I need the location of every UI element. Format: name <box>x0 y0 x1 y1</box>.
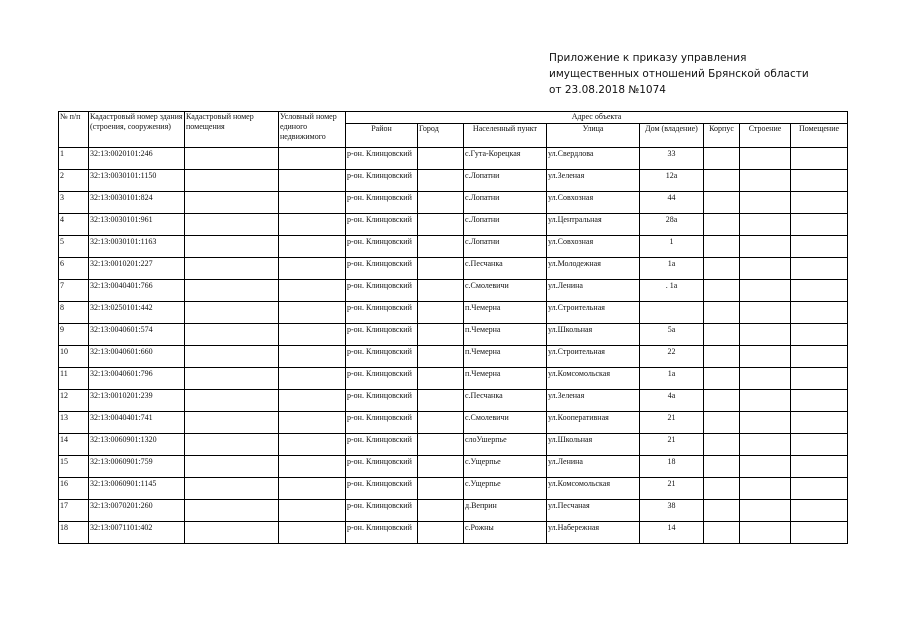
cell-building <box>740 302 791 324</box>
cell-row-number: 13 <box>59 412 89 434</box>
cell-korpus <box>704 280 740 302</box>
cell-cadastral-number: 32:13:0060901:1320 <box>89 434 185 456</box>
cell-korpus <box>704 390 740 412</box>
cell-conditional-number <box>279 456 346 478</box>
cell-house-number: 1 <box>640 236 704 258</box>
cell-city <box>418 522 464 544</box>
cell-korpus <box>704 346 740 368</box>
cell-street: ул.Ленина <box>547 456 640 478</box>
cell-district: р-он. Клинцовский <box>346 368 418 390</box>
table-row <box>59 346 848 368</box>
table-row <box>59 500 848 522</box>
cell-room <box>791 522 848 544</box>
cell-cadastral-number: 32:13:0040601:660 <box>89 346 185 368</box>
cell-settlement: п.Чемерна <box>464 346 547 368</box>
cell-cadastral-number: 32:13:0060901:1145 <box>89 478 185 500</box>
cell-room-cadastral-number <box>185 258 279 280</box>
cell-cadastral-number: 32:13:0040401:741 <box>89 412 185 434</box>
cell-row-number: 8 <box>59 302 89 324</box>
cell-house-number: 14 <box>640 522 704 544</box>
cell-conditional-number <box>279 434 346 456</box>
cell-district: р-он. Клинцовский <box>346 500 418 522</box>
cell-district: р-он. Клинцовский <box>346 434 418 456</box>
cell-room-cadastral-number <box>185 412 279 434</box>
cell-room <box>791 346 848 368</box>
col-header-address: Адрес объекта <box>346 112 848 124</box>
cell-row-number: 4 <box>59 214 89 236</box>
cell-settlement: с.Гута-Корецкая <box>464 148 547 170</box>
cell-building <box>740 148 791 170</box>
cell-district: р-он. Клинцовский <box>346 192 418 214</box>
cell-row-number: 3 <box>59 192 89 214</box>
cell-street: ул.Центральная <box>547 214 640 236</box>
cell-cadastral-number: 32:13:0070201:260 <box>89 500 185 522</box>
cell-cadastral-number: 32:13:0040401:766 <box>89 280 185 302</box>
cell-house-number: 33 <box>640 148 704 170</box>
subheader-settlement: Населенный пункт <box>464 124 547 148</box>
cell-street: ул.Песчаная <box>547 500 640 522</box>
cell-city <box>418 148 464 170</box>
cell-room-cadastral-number <box>185 346 279 368</box>
cell-conditional-number <box>279 258 346 280</box>
cell-city <box>418 236 464 258</box>
cell-street: ул.Свердлова <box>547 148 640 170</box>
cell-settlement: с.Смолевичи <box>464 412 547 434</box>
cell-street: ул.Строительная <box>547 346 640 368</box>
cell-row-number: 1 <box>59 148 89 170</box>
cell-city <box>418 434 464 456</box>
cell-row-number: 9 <box>59 324 89 346</box>
cell-city <box>418 324 464 346</box>
cell-room-cadastral-number <box>185 192 279 214</box>
cell-room <box>791 302 848 324</box>
cell-row-number: 12 <box>59 390 89 412</box>
cell-row-number: 18 <box>59 522 89 544</box>
cell-room <box>791 412 848 434</box>
cell-conditional-number <box>279 192 346 214</box>
cell-room <box>791 434 848 456</box>
col-header-number: № п/п <box>59 112 89 148</box>
cell-house-number: 1а <box>640 258 704 280</box>
cell-room <box>791 456 848 478</box>
cell-room <box>791 280 848 302</box>
cell-room-cadastral-number <box>185 478 279 500</box>
cell-korpus <box>704 148 740 170</box>
cell-cadastral-number: 32:13:0250101:442 <box>89 302 185 324</box>
cell-city <box>418 170 464 192</box>
cell-settlement: с.Смолевичи <box>464 280 547 302</box>
cell-building <box>740 170 791 192</box>
cell-conditional-number <box>279 280 346 302</box>
cell-room <box>791 214 848 236</box>
cell-settlement: с.Лопатни <box>464 214 547 236</box>
cell-district: р-он. Клинцовский <box>346 258 418 280</box>
cell-room-cadastral-number <box>185 434 279 456</box>
cell-korpus <box>704 236 740 258</box>
cell-conditional-number <box>279 302 346 324</box>
cell-house-number <box>640 302 704 324</box>
cell-district: р-он. Клинцовский <box>346 346 418 368</box>
cell-room <box>791 390 848 412</box>
cell-row-number: 15 <box>59 456 89 478</box>
cell-building <box>740 412 791 434</box>
cell-street: ул.Зеленая <box>547 390 640 412</box>
cell-room <box>791 236 848 258</box>
cell-korpus <box>704 192 740 214</box>
cell-district: р-он. Клинцовский <box>346 324 418 346</box>
cell-house-number: 38 <box>640 500 704 522</box>
table-row <box>59 456 848 478</box>
cell-street: ул.Зеленая <box>547 170 640 192</box>
cell-korpus <box>704 170 740 192</box>
cell-room-cadastral-number <box>185 324 279 346</box>
cell-room-cadastral-number <box>185 302 279 324</box>
subheader-korpus: Корпус <box>704 124 740 148</box>
cell-conditional-number <box>279 214 346 236</box>
cell-room-cadastral-number <box>185 500 279 522</box>
cell-city <box>418 258 464 280</box>
cell-room <box>791 324 848 346</box>
table-row <box>59 236 848 258</box>
cell-building <box>740 214 791 236</box>
cell-row-number: 17 <box>59 500 89 522</box>
cell-settlement: п.Чемерна <box>464 368 547 390</box>
cell-district: р-он. Клинцовский <box>346 236 418 258</box>
col-header-cadastral-room: Кадастровый номер помещения <box>185 112 279 148</box>
table-body <box>59 148 848 544</box>
cell-house-number: 28а <box>640 214 704 236</box>
cell-street: ул.Молодежная <box>547 258 640 280</box>
subheader-city: Город <box>418 124 464 148</box>
cell-room-cadastral-number <box>185 148 279 170</box>
cell-conditional-number <box>279 500 346 522</box>
cell-cadastral-number: 32:13:0030101:961 <box>89 214 185 236</box>
cell-korpus <box>704 302 740 324</box>
cell-house-number: 18 <box>640 456 704 478</box>
cell-building <box>740 500 791 522</box>
cell-building <box>740 280 791 302</box>
cell-room <box>791 148 848 170</box>
table-row <box>59 434 848 456</box>
cell-room-cadastral-number <box>185 170 279 192</box>
cell-district: р-он. Клинцовский <box>346 170 418 192</box>
cell-room-cadastral-number <box>185 236 279 258</box>
cell-settlement: с.Песчанка <box>464 390 547 412</box>
order-reference-line-2: имущественных отношений Брянской области <box>549 68 809 80</box>
cell-row-number: 14 <box>59 434 89 456</box>
cell-city <box>418 412 464 434</box>
cell-settlement: д.Веприн <box>464 500 547 522</box>
cell-house-number: . 1а <box>640 280 704 302</box>
cell-street: ул.Школьная <box>547 434 640 456</box>
col-header-conditional-number: Условный номер единого недвижимого <box>279 112 346 148</box>
cell-room <box>791 478 848 500</box>
cell-building <box>740 390 791 412</box>
cell-cadastral-number: 32:13:0010201:239 <box>89 390 185 412</box>
table-row <box>59 214 848 236</box>
cell-row-number: 5 <box>59 236 89 258</box>
order-reference-line-1: Приложение к приказу управления <box>549 52 747 64</box>
table-row <box>59 302 848 324</box>
cell-cadastral-number: 32:13:0010201:227 <box>89 258 185 280</box>
subheader-house: Дом (владение) <box>640 124 704 148</box>
cell-city <box>418 500 464 522</box>
cell-korpus <box>704 324 740 346</box>
cell-room-cadastral-number <box>185 390 279 412</box>
cell-cadastral-number: 32:13:0020101:246 <box>89 148 185 170</box>
cell-street: ул.Строительная <box>547 302 640 324</box>
cell-settlement: с.Лопатни <box>464 192 547 214</box>
cell-city <box>418 192 464 214</box>
cell-room <box>791 192 848 214</box>
cell-row-number: 2 <box>59 170 89 192</box>
cell-city <box>418 390 464 412</box>
cell-korpus <box>704 500 740 522</box>
cell-street: ул.Школьная <box>547 324 640 346</box>
cell-house-number: 22 <box>640 346 704 368</box>
cell-settlement: с.Ущерпье <box>464 456 547 478</box>
cell-settlement: с.Ущерпье <box>464 478 547 500</box>
cell-house-number: 4а <box>640 390 704 412</box>
cell-conditional-number <box>279 170 346 192</box>
cell-district: р-он. Клинцовский <box>346 302 418 324</box>
cell-cadastral-number: 32:13:0030101:824 <box>89 192 185 214</box>
order-reference-line-3: от 23.08.2018 №1074 <box>549 84 666 96</box>
subheader-room: Помещение <box>791 124 848 148</box>
cell-district: р-он. Клинцовский <box>346 148 418 170</box>
cell-district: р-он. Клинцовский <box>346 478 418 500</box>
cell-street: ул.Комсомольская <box>547 478 640 500</box>
cell-conditional-number <box>279 346 346 368</box>
cell-cadastral-number: 32:13:0060901:759 <box>89 456 185 478</box>
cell-room <box>791 500 848 522</box>
cell-korpus <box>704 368 740 390</box>
cell-district: р-он. Клинцовский <box>346 412 418 434</box>
cell-room-cadastral-number <box>185 214 279 236</box>
cell-building <box>740 192 791 214</box>
table-row <box>59 390 848 412</box>
cell-conditional-number <box>279 236 346 258</box>
cell-street: ул.Совхозная <box>547 236 640 258</box>
cell-house-number: 21 <box>640 478 704 500</box>
cell-conditional-number <box>279 324 346 346</box>
table-row <box>59 478 848 500</box>
subheader-building: Строение <box>740 124 791 148</box>
cell-building <box>740 236 791 258</box>
cell-settlement: с.Лопатни <box>464 170 547 192</box>
cell-conditional-number <box>279 390 346 412</box>
subheader-district: Район <box>346 124 418 148</box>
cell-conditional-number <box>279 522 346 544</box>
cell-conditional-number <box>279 148 346 170</box>
subheader-street: Улица <box>547 124 640 148</box>
cell-building <box>740 324 791 346</box>
cell-street: ул.Ленина <box>547 280 640 302</box>
cell-row-number: 6 <box>59 258 89 280</box>
cell-korpus <box>704 522 740 544</box>
cell-street: ул.Совхозная <box>547 192 640 214</box>
cell-cadastral-number: 32:13:0071101:402 <box>89 522 185 544</box>
cell-room <box>791 368 848 390</box>
cell-settlement: с.Лопатни <box>464 236 547 258</box>
table-row <box>59 280 848 302</box>
col-header-cadastral-building: Кадастровый номер здания (строения, сооружения) <box>89 112 185 148</box>
cell-building <box>740 456 791 478</box>
cell-korpus <box>704 456 740 478</box>
cell-settlement: п.Чемерна <box>464 324 547 346</box>
cell-city <box>418 346 464 368</box>
cell-settlement: с.Песчанка <box>464 258 547 280</box>
cell-house-number: 44 <box>640 192 704 214</box>
table-row <box>59 258 848 280</box>
table-row <box>59 324 848 346</box>
cell-building <box>740 258 791 280</box>
cell-house-number: 12а <box>640 170 704 192</box>
cell-street: ул.Кооперативная <box>547 412 640 434</box>
cell-city <box>418 456 464 478</box>
cell-district: р-он. Клинцовский <box>346 456 418 478</box>
order-reference <box>549 50 849 98</box>
table-row <box>59 192 848 214</box>
cell-city <box>418 478 464 500</box>
cell-korpus <box>704 214 740 236</box>
cell-room-cadastral-number <box>185 456 279 478</box>
cell-room-cadastral-number <box>185 280 279 302</box>
cell-building <box>740 346 791 368</box>
cell-cadastral-number: 32:13:0030101:1150 <box>89 170 185 192</box>
table-row <box>59 148 848 170</box>
cell-house-number: 21 <box>640 434 704 456</box>
property-register-table <box>58 111 848 544</box>
cell-conditional-number <box>279 478 346 500</box>
cell-conditional-number <box>279 412 346 434</box>
cell-street: ул.Набережная <box>547 522 640 544</box>
cell-room <box>791 258 848 280</box>
cell-settlement: слоУшерпье <box>464 434 547 456</box>
cell-house-number: 5а <box>640 324 704 346</box>
cell-city <box>418 302 464 324</box>
cell-building <box>740 368 791 390</box>
cell-city <box>418 368 464 390</box>
table-row <box>59 170 848 192</box>
cell-building <box>740 478 791 500</box>
cell-korpus <box>704 258 740 280</box>
cell-conditional-number <box>279 368 346 390</box>
table-row <box>59 522 848 544</box>
cell-settlement: с.Рожны <box>464 522 547 544</box>
cell-house-number: 1а <box>640 368 704 390</box>
cell-district: р-он. Клинцовский <box>346 280 418 302</box>
cell-korpus <box>704 478 740 500</box>
cell-cadastral-number: 32:13:0040601:796 <box>89 368 185 390</box>
cell-street: ул.Комсомольская <box>547 368 640 390</box>
cell-korpus <box>704 434 740 456</box>
cell-house-number: 21 <box>640 412 704 434</box>
cell-cadastral-number: 32:13:0040601:574 <box>89 324 185 346</box>
cell-room <box>791 170 848 192</box>
table-row <box>59 412 848 434</box>
cell-city <box>418 214 464 236</box>
cell-room-cadastral-number <box>185 522 279 544</box>
cell-room-cadastral-number <box>185 368 279 390</box>
cell-building <box>740 522 791 544</box>
cell-cadastral-number: 32:13:0030101:1163 <box>89 236 185 258</box>
cell-row-number: 7 <box>59 280 89 302</box>
cell-row-number: 10 <box>59 346 89 368</box>
cell-korpus <box>704 412 740 434</box>
cell-city <box>418 280 464 302</box>
table-row <box>59 368 848 390</box>
cell-district: р-он. Клинцовский <box>346 522 418 544</box>
cell-row-number: 16 <box>59 478 89 500</box>
cell-row-number: 11 <box>59 368 89 390</box>
cell-settlement: п.Чемерна <box>464 302 547 324</box>
cell-district: р-он. Клинцовский <box>346 214 418 236</box>
cell-district: р-он. Клинцовский <box>346 390 418 412</box>
cell-building <box>740 434 791 456</box>
